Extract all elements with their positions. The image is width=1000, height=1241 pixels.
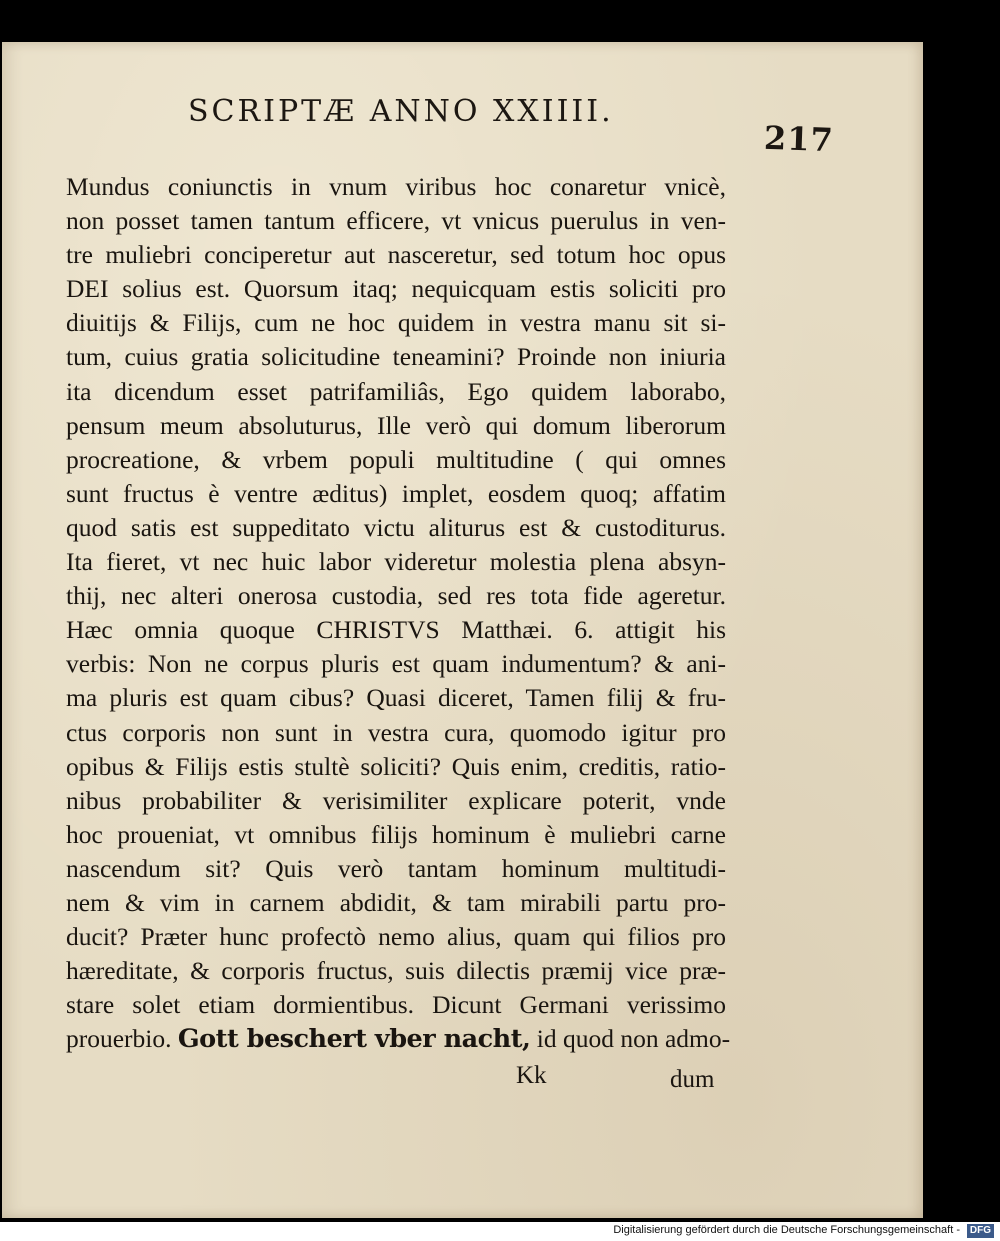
last-line-end: id quod non admo- — [536, 1024, 731, 1054]
text-line: nibus probabiliter & verisimiliter explicare poterit, vnde — [66, 785, 726, 815]
text-line: tum, cuius gratia solicitudine teneamini? Proinde non iniuria — [66, 342, 726, 372]
text-line: nascendum sit? Quis verò tantam hominum multitudi- — [66, 853, 726, 883]
text-line: non posset tamen tantum efficere, vt vnicus puerulus in ven- — [66, 206, 726, 236]
text-line: pensum meum absoluturus, Ille verò qui domum liberorum — [66, 410, 726, 440]
text-line: sunt fructus è ventre æditus) implet, eosdem quoq; affatim — [66, 478, 726, 508]
text-line: ita dicendum esset patrifamiliâs, Ego quidem laborabo, — [66, 376, 726, 406]
text-line: ma pluris est quam cibus? Quasi diceret, Tamen filij & fru- — [66, 683, 726, 713]
last-line-start: prouerbio. — [66, 1024, 172, 1054]
text-line: hoc proueniat, vt omnibus filijs hominum è muliebri carne — [66, 819, 726, 849]
text-line: ducit? Præter hunc profectò nemo alius, quam qui filios pro — [66, 922, 726, 952]
text-line: nem & vim in carnem abdidit, & tam mirabili partu pro- — [66, 887, 726, 917]
text-line: opibus & Filijs estis stultè soliciti? Quis enim, creditis, ratio- — [66, 751, 726, 781]
book-page — [2, 42, 923, 1218]
footer-credit: Digitalisierung gefördert durch die Deutsche Forschungsgemeinschaft - — [613, 1224, 960, 1236]
text-line: ctus corporis non sunt in vestra cura, quomodo igitur pro — [66, 717, 726, 747]
text-line: Ita fieret, vt nec huic labor videretur molestia plena absyn- — [66, 547, 726, 577]
text-line-last — [66, 1022, 731, 1056]
text-line: Mundus coniunctis in vnum viribus hoc conaretur vnicè, — [66, 172, 726, 201]
text-line: Hæc omnia quoque CHRISTVS Matthæi. 6. attigit his — [66, 615, 726, 645]
text-line: DEI solius est. Quorsum itaq; nequicquam estis soliciti pro — [66, 274, 726, 304]
signature-mark: Kk — [516, 1062, 547, 1089]
text-line: quod satis est suppeditato victu aliturus est & custoditurus. — [66, 512, 726, 542]
running-head: SCRIPTÆ ANNO XXIIII. — [188, 94, 614, 129]
body-text — [66, 170, 731, 1056]
german-proverb: Gott beschert vber nacht, — [177, 1024, 531, 1055]
text-line: procreatione, & vrbem populi multitudine ( qui omnes — [66, 444, 726, 474]
text-line: verbis: Non ne corpus pluris est quam indumentum? & ani- — [66, 649, 726, 679]
catchword: dum — [670, 1066, 715, 1093]
text-line: tre muliebri conciperetur aut nasceretur, sed totum hoc opus — [66, 240, 726, 270]
text-line: stare solet etiam dormientibus. Dicunt Germani verissimo — [66, 990, 726, 1020]
text-line: thij, nec alteri onerosa custodia, sed res tota fide ageretur. — [66, 581, 726, 611]
dfg-logo: DFG — [967, 1224, 994, 1238]
page-number: 217 — [763, 118, 835, 160]
footer-bar — [0, 1222, 1000, 1241]
text-line: diuitijs & Filijs, cum ne hoc quidem in vestra manu sit si- — [66, 308, 726, 338]
text-line: hæreditate, & corporis fructus, suis dilectis præmij vice præ- — [66, 956, 726, 986]
